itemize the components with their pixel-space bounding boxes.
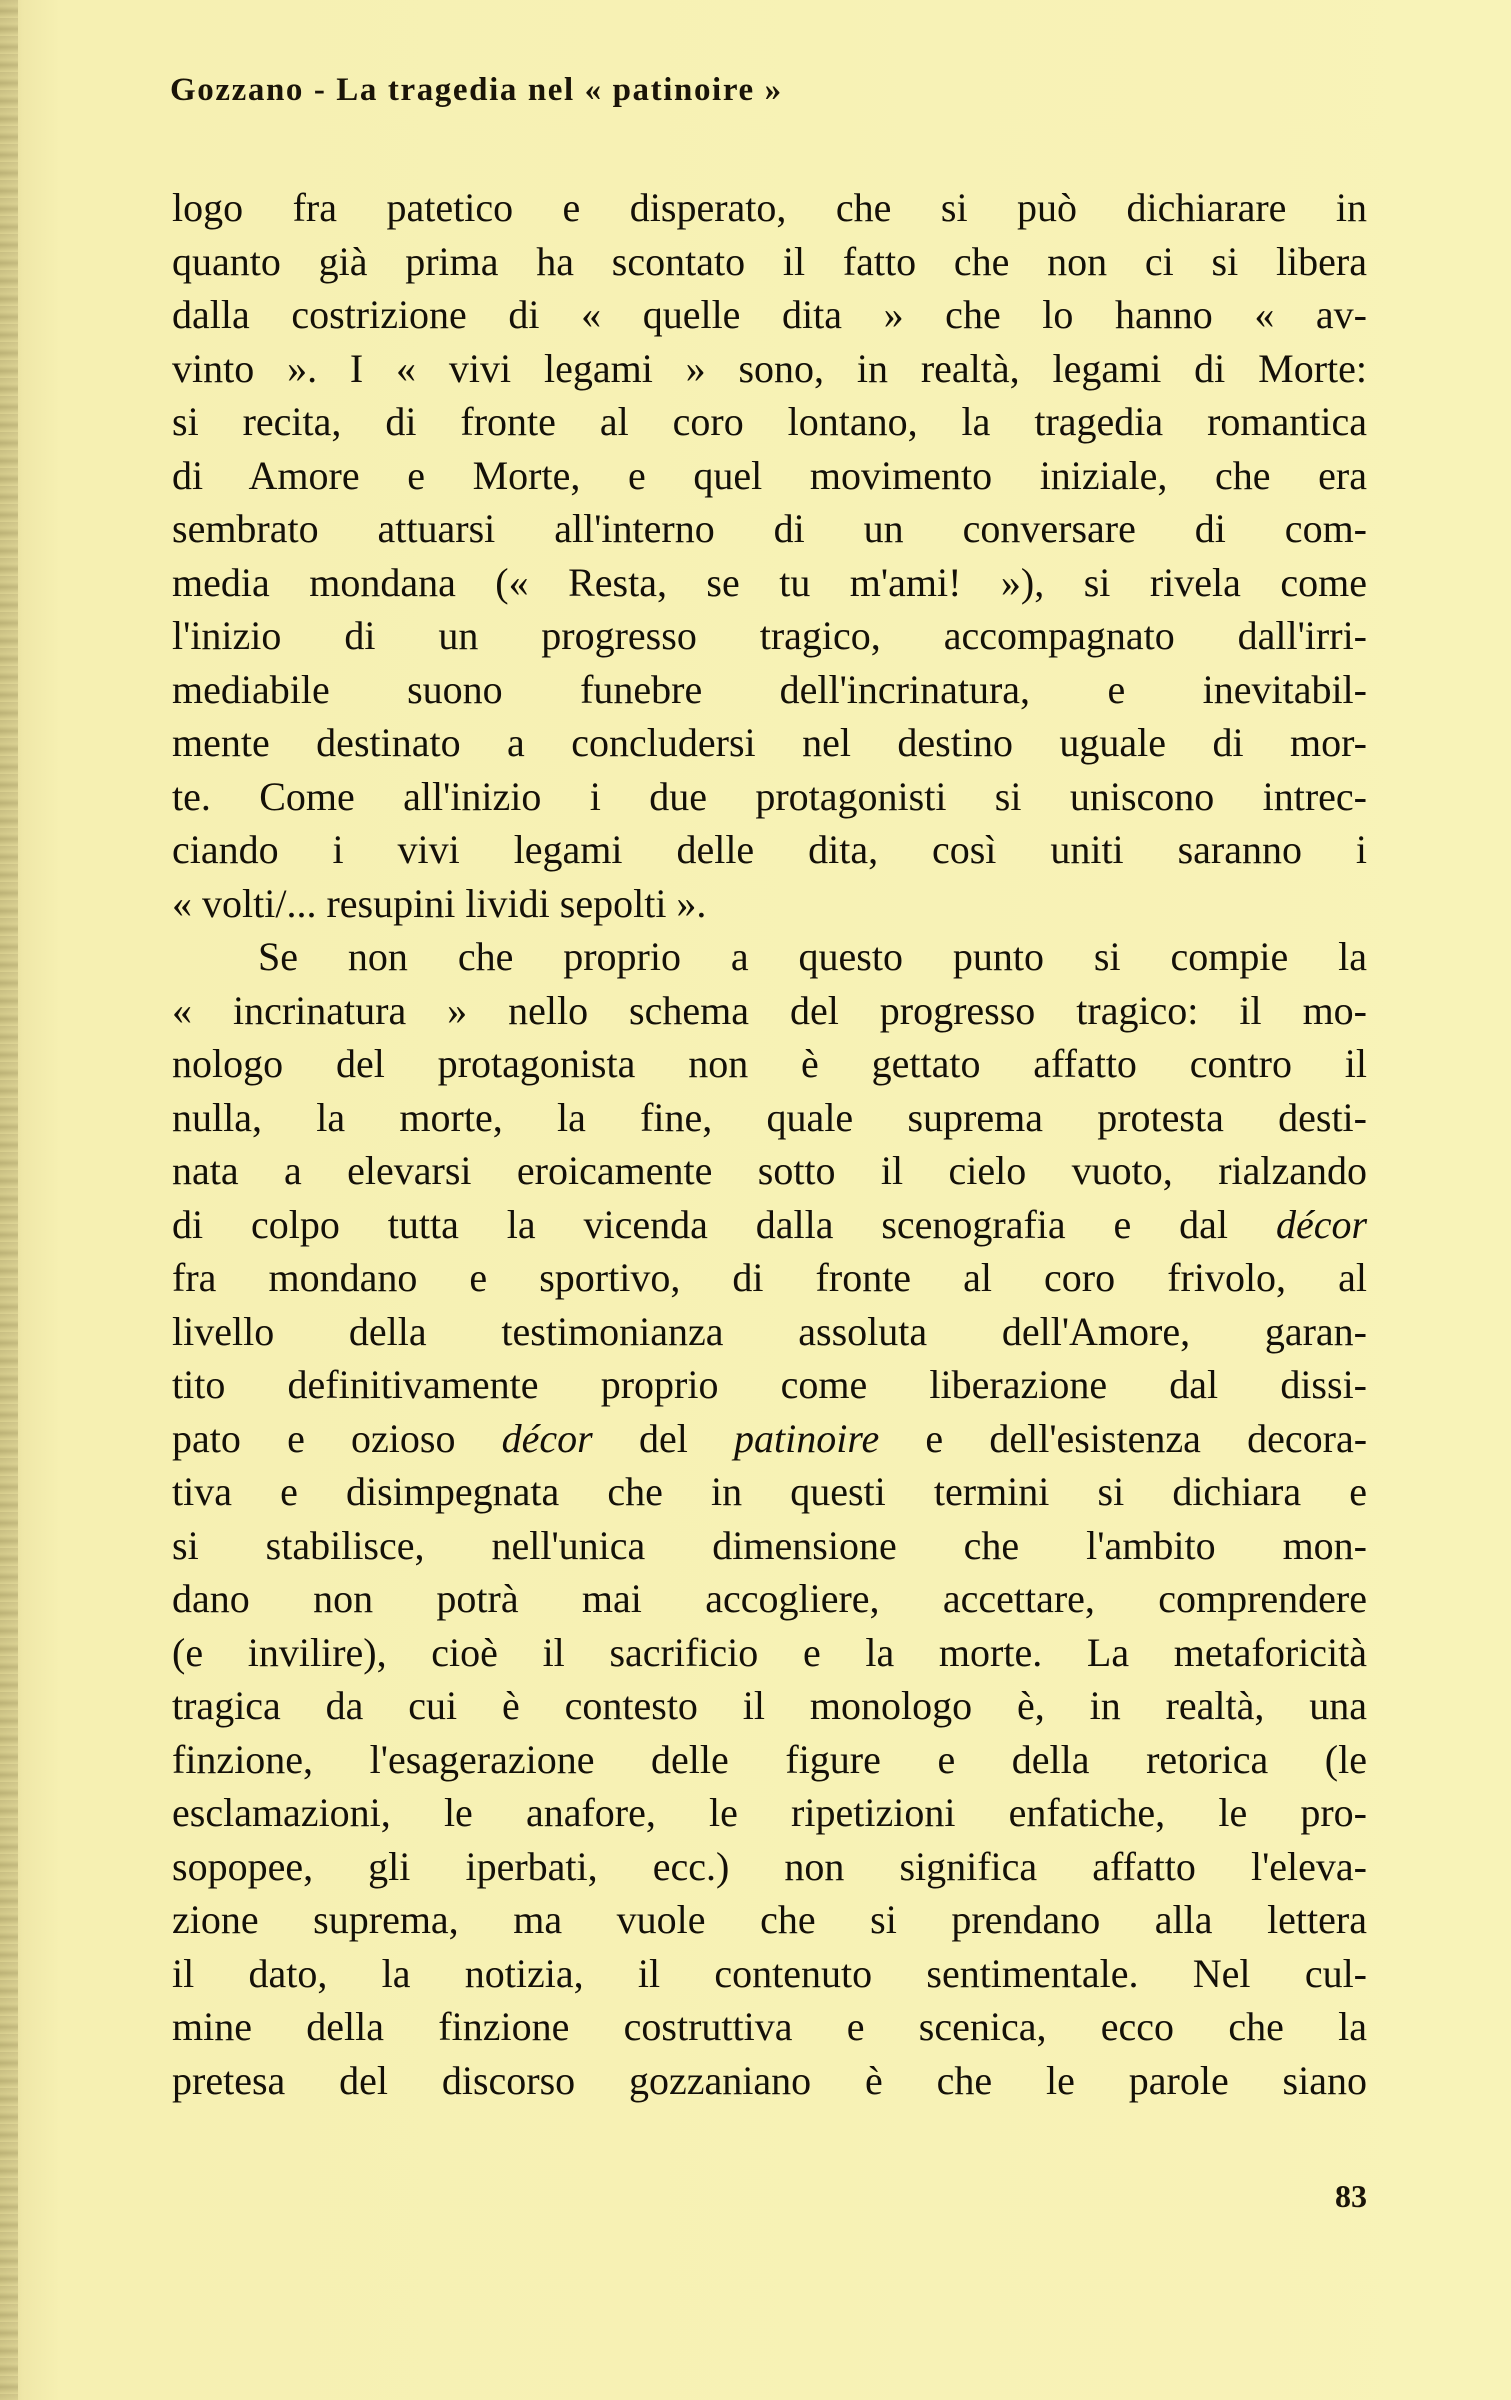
running-head: Gozzano - La tragedia nel « patinoire » [170, 72, 783, 108]
text-line: ciando i vivi legami delle dita, così uniti saranno i [172, 827, 1367, 872]
text-line: tito definitivamente proprio come liberazione dal dissi- [172, 1362, 1367, 1407]
text-line: « incrinatura » nello schema del progresso tragico: il mo- [172, 987, 1367, 1033]
text-line: sopopee, gli iperbati, ecc.) non significa affatto l'eleva- [172, 1843, 1367, 1889]
body-text [172, 181, 1367, 2107]
text-line: mente destinato a concludersi nel destino uguale di mor- [172, 720, 1367, 765]
text-line: te. Come all'inizio i due protagonisti si uniscono intrec- [172, 773, 1367, 819]
italic-word-decor: décor [1275, 1201, 1368, 1247]
text-line: mine della finzione costruttiva e scenica, ecco che la [172, 2004, 1367, 2049]
text-line: tiva e disimpegnata che in questi termini si dichiara e [172, 1469, 1367, 1514]
text-line-with-italic [172, 1198, 1367, 1252]
text-line: il dato, la notizia, il contenuto sentimentale. Nel cul- [172, 1950, 1367, 1996]
page-spine-edge [0, 0, 18, 2400]
text-line: zione suprema, ma vuole che si prendano alla lettera [172, 1897, 1367, 1942]
text-fragment: di colpo tutta la vicenda dalla scenografia e dal [172, 1201, 1229, 1247]
text-line: nata a elevarsi eroicamente sotto il cielo vuoto, rialzando [172, 1148, 1367, 1193]
page-number: 83 [1335, 2178, 1367, 2214]
text-line-with-italic [172, 1412, 1367, 1466]
text-line: l'inizio di un progresso tragico, accompagnato dall'irri- [172, 613, 1367, 658]
text-line: di Amore e Morte, e quel movimento iniziale, che era [172, 452, 1367, 498]
text-line: finzione, l'esagerazione delle figure e della retorica (le [172, 1736, 1367, 1782]
text-line: nologo del protagonista non è gettato affatto contro il [172, 1041, 1367, 1086]
text-line: (e invilire), cioè il sacrificio e la morte. La metaforicità [172, 1629, 1367, 1675]
text-fragment: e dell'esistenza decora- [925, 1415, 1368, 1461]
text-line: esclamazioni, le anafore, le ripetizioni enfatiche, le pro- [172, 1790, 1367, 1835]
text-fragment: pato e ozioso [172, 1415, 456, 1461]
text-line: mediabile suono funebre dell'incrinatura, e inevitabil- [172, 666, 1367, 712]
text-line: media mondana (« Resta, se tu m'ami! »), si rivela come [172, 559, 1367, 605]
text-line: pretesa del discorso gozzaniano è che le parole siano [172, 2057, 1367, 2103]
text-line: tragica da cui è contesto il monologo è, in realtà, una [172, 1683, 1367, 1728]
text-line: dano non potrà mai accogliere, accettare, comprendere [172, 1576, 1367, 1621]
text-line: si stabilisce, nell'unica dimensione che l'ambito mon- [172, 1522, 1367, 1568]
text-line: nulla, la morte, la fine, quale suprema protesta desti- [172, 1094, 1367, 1140]
text-line: quanto già prima ha scontato il fatto che non ci si libera [172, 238, 1367, 284]
text-line: vinto ». I « vivi legami » sono, in realtà, legami di Morte: [172, 345, 1367, 391]
text-line: livello della testimonianza assoluta dell'Amore, garan- [172, 1308, 1367, 1354]
text-line: dalla costrizione di « quelle dita » che lo hanno « av- [172, 292, 1367, 337]
text-line: logo fra patetico e disperato, che si può dichiarare in [172, 185, 1367, 230]
text-line: fra mondano e sportivo, di fronte al coro frivolo, al [172, 1255, 1367, 1300]
italic-word-decor: décor [501, 1415, 593, 1461]
italic-word-patinoire: patinoire [734, 1415, 880, 1461]
text-fragment: del [638, 1415, 688, 1461]
text-line-paragraph-start: Se non che proprio a questo punto si compie la [258, 934, 1367, 979]
text-line: si recita, di fronte al coro lontano, la tragedia romantica [172, 399, 1367, 444]
text-line: sembrato attuarsi all'interno di un conversare di com- [172, 506, 1367, 551]
text-line: « volti/... resupini lividi sepolti ». [172, 880, 707, 926]
